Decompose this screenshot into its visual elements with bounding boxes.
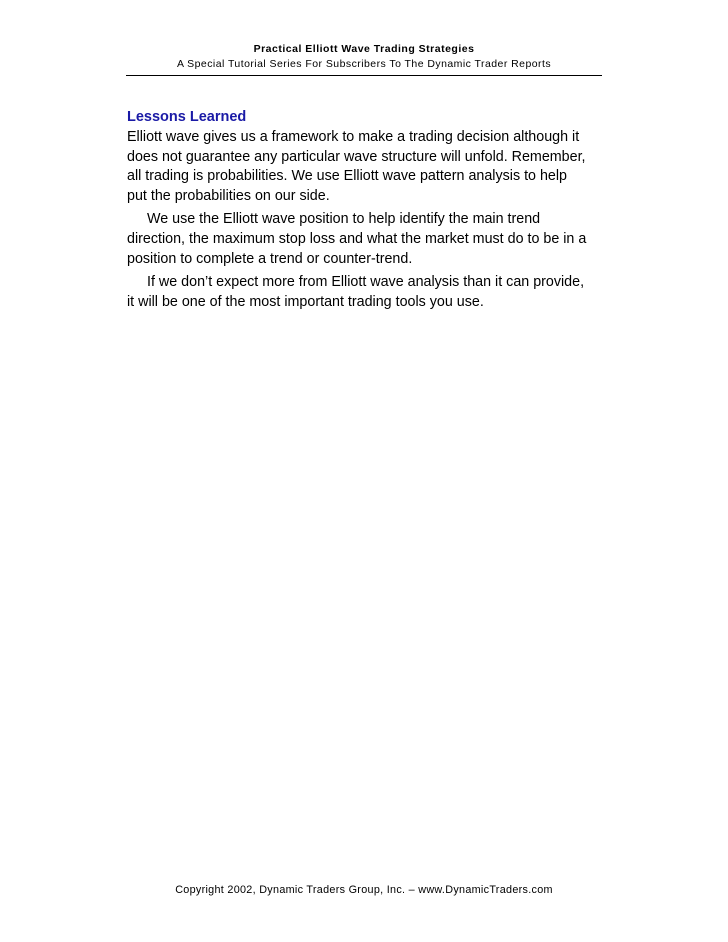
page-footer	[126, 883, 602, 897]
paragraph-3: If we don’t expect more from Elliott wave analysis than it can provide, it will be one of the most important trading tools you use.	[127, 274, 585, 310]
paragraph-2: We use the Elliott wave position to help identify the main trend direction, the maximum stop loss and what the market must do to be in a position to complete a trend or counter-trend.	[127, 211, 587, 267]
paragraph-1: Elliott wave gives us a framework to make a trading decision although it does not guarantee any particular wave structure will unfold. Remember, all trading is probabilities. We use Elliott wave pattern analysis to help put the probabilities on our side.	[127, 129, 586, 204]
section-heading: Lessons Learned	[127, 109, 247, 125]
document-title: Practical Elliott Wave Trading Strategies	[253, 43, 475, 55]
copyright-text: Copyright 2002, Dynamic Traders Group, Inc. – www.DynamicTraders.com	[175, 884, 553, 896]
header-divider	[126, 75, 602, 76]
main-content	[127, 107, 587, 316]
page-header	[126, 42, 602, 72]
document-subtitle: A Special Tutorial Series For Subscribers To The Dynamic Trader Reports	[176, 58, 552, 70]
